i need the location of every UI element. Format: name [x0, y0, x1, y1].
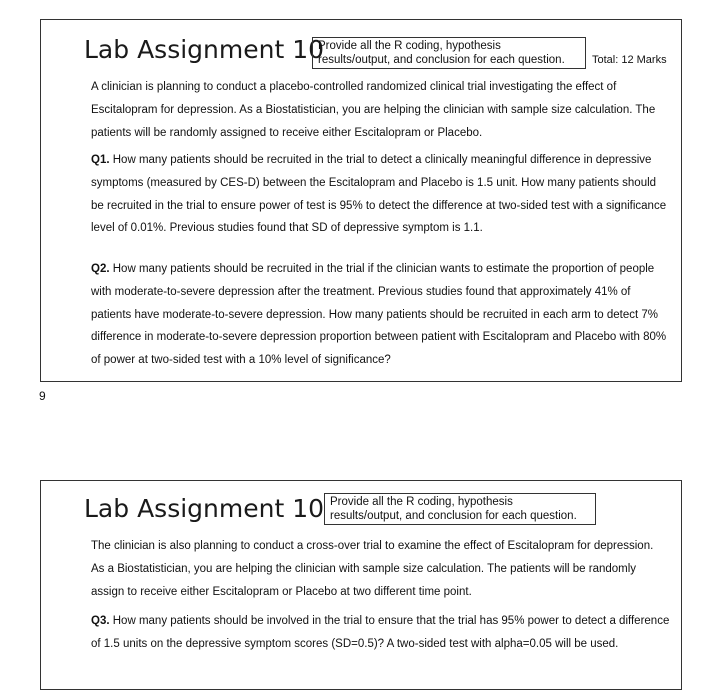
instructions-box [312, 37, 586, 69]
question-text: How many patients should be recruited in the trial to detect a clinically meaningful difference in depressive symptoms (measured by CES-D) between the Escitalopram and Placebo is 1.5 unit. How many patients should be recruited in the trial to ensure power of test is 95% to detect the difference at two-sided test with a significance level of 0.01%. Previous studies found that SD of depressive symptom is 1.1. [91, 154, 667, 235]
question-text: How many patients should be recruited in the trial if the clinician wants to estimate the proportion of people with moderate-to-severe depression after the treatment. Previous studies found that approximately 41% of patients have moderate-to-severe depression. How many patients should be recruited in each arm to detect 7% difference in moderate-to-severe depression proportion between patient with Escitalopram and Placebo with 80% of power at two-sided test with a 10% level of significance? [91, 263, 667, 367]
slide-1 [40, 19, 682, 382]
intro-paragraph: A clinician is planning to conduct a placebo-controlled randomized clinical trial investigating the effect of Escitalopram for depression. As a Biostatistician, you are helping the clinician with sample size calculation. The patients will be randomly assigned to receive either Escitalopram or Placebo. [91, 81, 656, 139]
instructions-box [324, 493, 596, 525]
question-2 [91, 258, 669, 372]
slide-2 [40, 480, 682, 690]
question-1 [91, 149, 669, 240]
question-3 [91, 610, 675, 656]
intro-paragraph: The clinician is also planning to conduct a cross-over trial to examine the effect of Escitalopram for depression. As a Biostatistician, you are helping the clinician with sample size calculation. The patients will be randomly assign to receive either Escitalopram or Placebo at two different time point. [91, 540, 654, 598]
total-marks: Total: 12 Marks [592, 54, 667, 66]
instructions-line-2: results/output, and conclusion for each question. [318, 53, 565, 66]
question-label: Q1. [91, 154, 110, 166]
question-label: Q2. [91, 263, 110, 275]
instructions-line-2: results/output, and conclusion for each question. [330, 509, 577, 522]
question-label: Q3. [91, 615, 110, 627]
slide-title: Lab Assignment 10 [84, 35, 325, 64]
question-text: How many patients should be involved in the trial to ensure that the trial has 95% power to detect a difference of 1.5 units on the depressive symptom scores (SD=0.5)? A two-sided test with alpha=0.05 will be used. [91, 615, 670, 650]
slide-title: Lab Assignment 10 [84, 494, 325, 523]
instructions-line-1: Provide all the R coding, hypothesis [330, 496, 513, 508]
page-number: 9 [39, 389, 46, 403]
instructions-line-1: Provide all the R coding, hypothesis [318, 40, 501, 52]
